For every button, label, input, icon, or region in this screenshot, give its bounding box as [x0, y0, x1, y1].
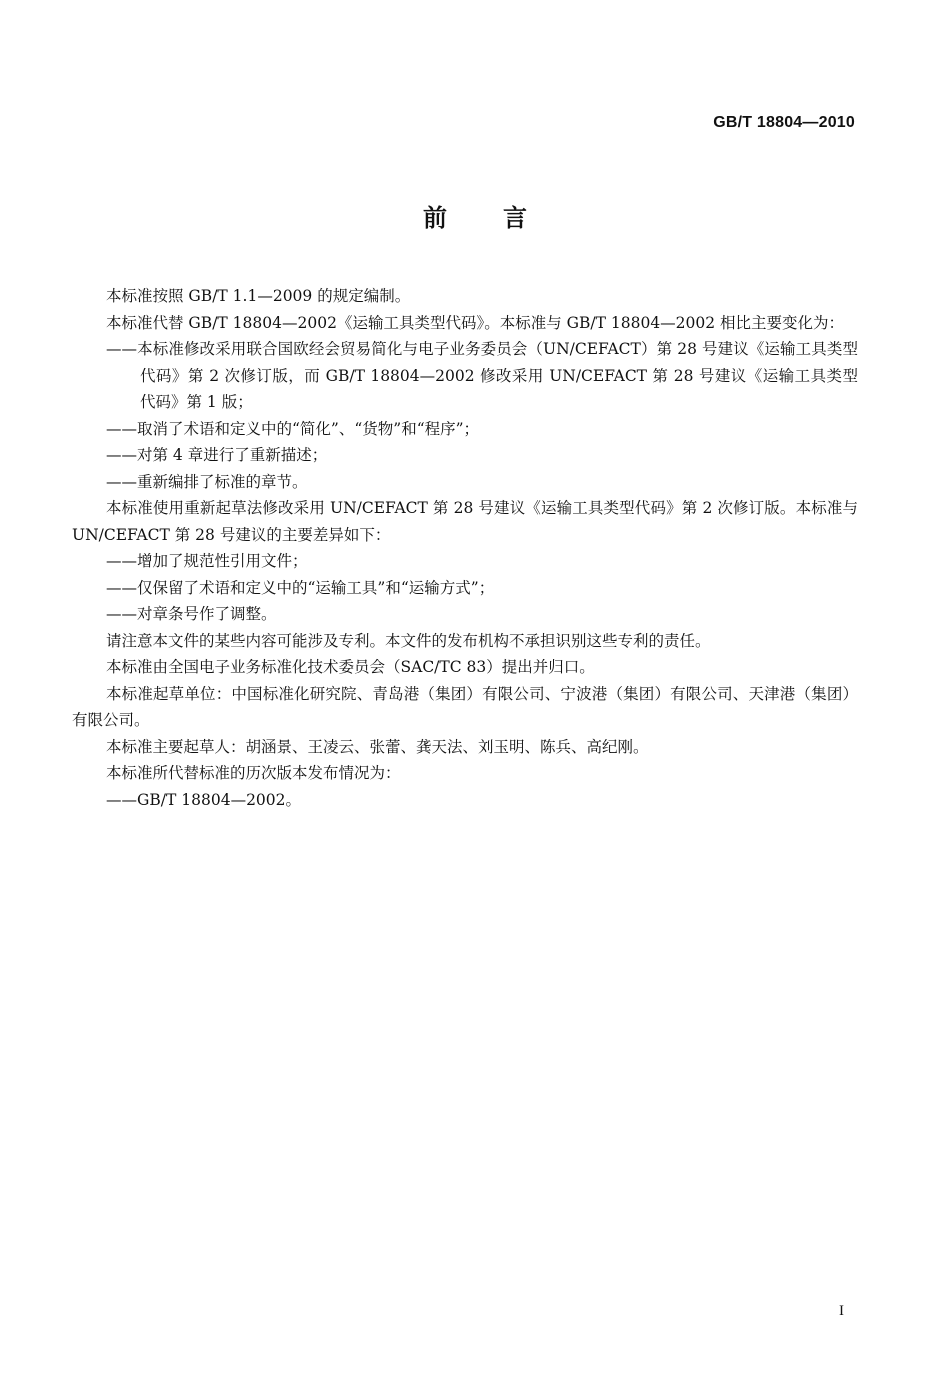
page-title: 前言 [423, 204, 583, 232]
paragraph-replaces: 本标准代替 GB/T 18804—2002《运输工具类型代码》。本标准与 GB/T 18804—2002 相比主要变化为： [106, 313, 845, 332]
list-item-change: ——本标准修改采用联合国欧经会贸易简化与电子业务委员会（UN/CEFACT）第 28 号建议《运输工具类型代码》第 2 次修订版，而 GB/T 18804—2002 修改采用 UN/CEFACT 第 28 号建议《运输工具类型代码》第 1 版； [106, 340, 858, 411]
page-number: I [839, 1303, 844, 1319]
list-item-difference: ——对章条号作了调整。 [106, 605, 277, 623]
paragraph-proposer: 本标准由全国电子业务标准化技术委员会（SAC/TC 83）提出并归口。 [106, 658, 595, 676]
list-item-difference: ——仅保留了术语和定义中的“运输工具”和“运输方式”； [106, 578, 495, 597]
foreword-body [72, 283, 858, 813]
standard-number: GB/T 18804—2010 [713, 114, 855, 131]
paragraph-drafters: 本标准主要起草人：胡涵景、王凌云、张蕾、龚天法、刘玉明、陈兵、高纪刚。 [106, 737, 649, 756]
paragraph-adoption: 本标准使用重新起草法修改采用 UN/CEFACT 第 28 号建议《运输工具类型代码》第 2 次修订版。本标准与 UN/CEFACT 第 28 号建议的主要差异如下： [72, 499, 858, 544]
list-item-change: ——取消了术语和定义中的“简化”、“货物”和“程序”； [106, 419, 480, 438]
paragraph-patent-notice: 请注意本文件的某些内容可能涉及专利。本文件的发布机构不承担识别这些专利的责任。 [106, 631, 711, 650]
list-item-difference: ——增加了规范性引用文件； [106, 552, 308, 570]
list-item-history: ——GB/T 18804—2002。 [106, 790, 302, 809]
paragraph-drafting-units: 本标准起草单位：中国标准化研究院、青岛港（集团）有限公司、宁波港（集团）有限公司、天津港（集团）有限公司。 [72, 684, 858, 729]
paragraph-drafting-rules: 本标准按照 GB/T 1.1—2009 的规定编制。 [106, 287, 411, 305]
list-item-change: ——对第 4 章进行了重新描述； [106, 446, 328, 464]
list-item-change: ——重新编排了标准的章节。 [106, 472, 308, 491]
paragraph-history: 本标准所代替标准的历次版本发布情况为： [106, 764, 401, 782]
